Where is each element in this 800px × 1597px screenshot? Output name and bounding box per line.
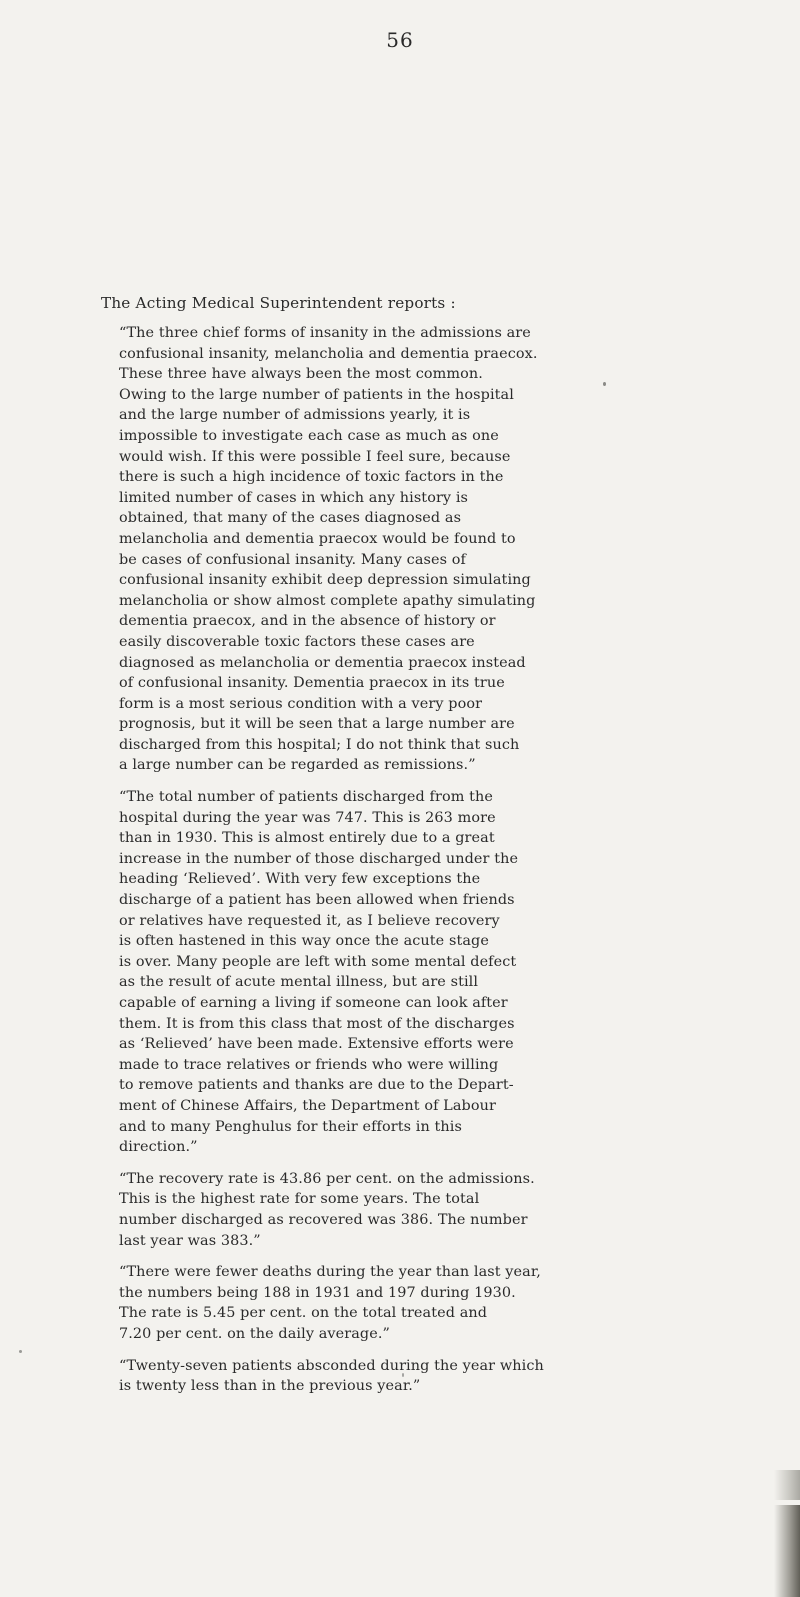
paragraph-discharges: “The total number of patients discharged from the hospital during the year was 747. This is 263 more than in 1930. This is almost entirely due to a great increase in the number of those discharged under the heading ‘Relieved’. With very few exceptions the discharge of a patient has been allowed when friends or relatives have requested it, as I believe recovery is often hastened in this way once the acute stage is over. Many people are left with some mental defect as the result of acute mental illness, but are still capable of earning a living if someone can look after them. It is from this class that most of the discharges as ‘Relieved’ have been made. Extensive efforts were made to trace relatives or friends who were willing to remove patients and thanks are due to the Depart- ment of Chinese Affairs, the Department of Labour and to many Penghulus for their efforts in this direction.” [119,789,519,1156]
scan-speck [603,382,606,386]
paragraph-recovery-rate: “The recovery rate is 43.86 per cent. on the admissions. This is the highest rate for some years. The total number discharged as recovered was 386. The number last year was 383.” [119,1170,535,1249]
page-edge-shadow [774,1470,800,1500]
page-number: 56 [386,28,414,52]
scan-speck [19,1350,22,1353]
page-edge-shadow [774,1505,800,1597]
paragraph-absconded: “Twenty-seven patients absconded during the year which is twenty less than in the previous year.” [119,1357,544,1395]
report-body [101,292,659,1408]
paragraph-deaths: “There were fewer deaths during the year than last year, the numbers being 188 in 1931 and 197 during 1930. The rate is 5.45 per cent. on the total treated and 7.20 per cent. on the daily average.” [119,1264,541,1342]
report-heading: The Acting Medical Superintendent reports : [101,294,456,312]
scan-speck [402,1373,404,1377]
paragraph-forms-of-insanity: “The three chief forms of insanity in the admissions are confusional insanity, melancholia and dementia praecox. These three have always been the most common. Owing to the large number of patients in the hospital and the large number of admissions yearly, it is impossible to investigate each case as much as one would wish. If this were possible I feel sure, because there is such a high incidence of toxic factors in the limited number of cases in which any history is obtained, that many of the cases diagnosed as melancholia and dementia praecox would be found to be cases of confusional insanity. Many cases of confusional insanity exhibit deep depression simulating melancholia or show almost complete apathy simulating dementia praecox, and in the absence of history or easily discoverable toxic factors these cases are diagnosed as melancholia or dementia praecox instead of confusional insanity. Dementia praecox in its true form is a most serious condition with a very poor prognosis, but it will be seen that a large number are discharged from this hospital; I do not think that such a large number can be regarded as remissions.” [119,325,538,774]
